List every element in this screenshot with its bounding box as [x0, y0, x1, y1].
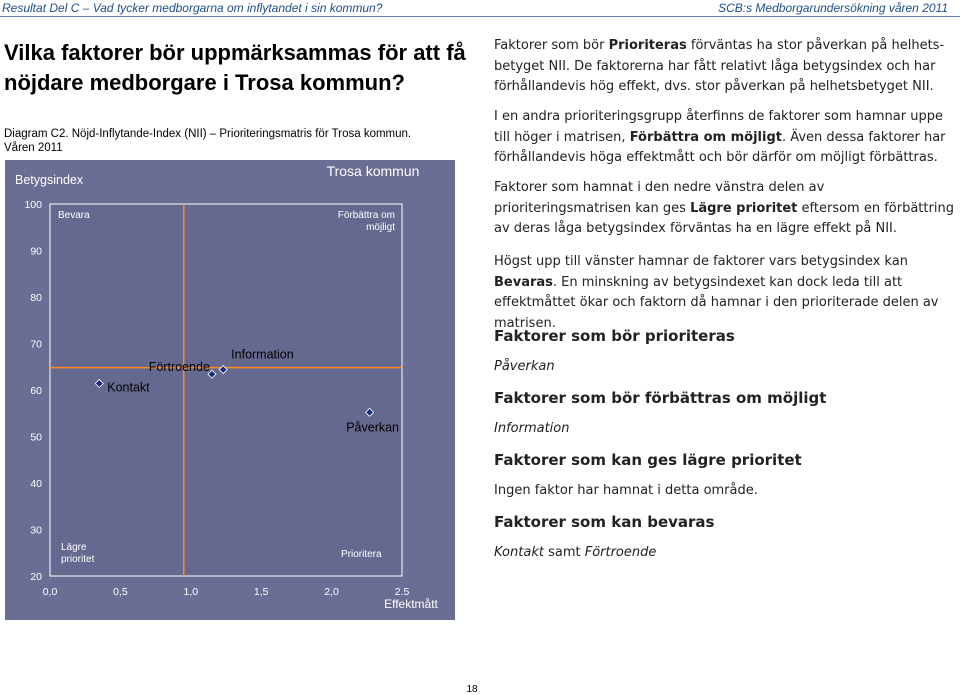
chart-title: Trosa kommun [326, 163, 420, 179]
x-tick-label: 0,5 [113, 586, 128, 598]
quadrant-top-right: Förbättra om möjligt [337, 210, 395, 233]
plot-area [50, 204, 402, 576]
value-lagre-prioritet: Ingen faktor har hamnat i detta område. [494, 483, 758, 498]
x-axis-title: Effektmått [384, 597, 438, 611]
quadrant-bottom-left: Lägre prioritet [61, 542, 95, 565]
y-tick-label: 70 [30, 338, 42, 351]
header-right: SCB:s Medborgarundersökning våren 2011 [718, 1, 948, 15]
data-point-label: Förtroende [148, 360, 210, 375]
caption-line-2: Våren 2011 [4, 142, 63, 154]
quadrant-top-left: Bevara [58, 210, 90, 221]
x-tick-label: 2.5 [394, 586, 410, 598]
y-tick-label: 100 [24, 199, 42, 211]
data-point-label: Påverkan [346, 420, 400, 435]
y-tick-label: 40 [30, 478, 42, 490]
value-bevaras: Kontakt samt Förtroende [494, 545, 657, 560]
paragraph-bevara: Högst upp till vänster hamnar de faktorer vars betygsindex kan Bevaras. En minskning av betygsindexet kan dock leda till att effektmåttet ökar och faktorn då hamnar i den prioriterade delen av matrisen. [494, 254, 939, 331]
y-tick-label: 60 [30, 385, 42, 397]
y-tick-label: 90 [30, 245, 42, 258]
chart-caption [4, 127, 474, 155]
paragraph-prioritera: Faktorer som bör Prioriteras förväntas ha stor påverkan på helhets- betyget NII. De faktorerna har fått relativt låga betygsindex och har förhållandevis hög effekt, dvs. stor påverkan på helhetsbetyget NII. [494, 38, 945, 94]
heading-bevaras: Faktorer som kan bevaras [494, 513, 715, 531]
page-header [0, 0, 960, 17]
paragraph-forbattra: I en andra prioriteringsgrupp återfinns de faktorer som hamnar uppe till höger i matrisen, Förbättra om möjligt. Även dessa faktorer har förhållandevis höga effektmått och bör därför om möjligt förbättras. [494, 109, 946, 165]
heading-prioriteras: Faktorer som bör prioriteras [494, 327, 735, 345]
x-tick-label: 1,5 [253, 586, 269, 598]
value-forbattras: Information [494, 421, 570, 436]
value-prioriteras: Påverkan [494, 359, 555, 374]
priority-matrix-chart [5, 160, 455, 620]
x-tick-label: 1,0 [183, 586, 199, 598]
quadrant-bottom-right: Prioritera [341, 549, 382, 560]
y-tick-label: 80 [30, 292, 42, 304]
page-number: 18 [466, 684, 478, 695]
data-point-label: Information [231, 347, 294, 362]
page-title: Vilka faktorer bör uppmärksammas för att få nöjdare medborgare i Trosa kommun? [4, 40, 466, 95]
y-tick-label: 30 [30, 524, 42, 537]
header-left: Resultat Del C – Vad tycker medborgarna om inflytandet i sin kommun? [2, 1, 383, 15]
y-axis-title: Betygsindex [15, 173, 84, 187]
x-tick-label: 0,0 [42, 586, 58, 598]
paragraph-lagre-prioritet: Faktorer som hamnat i den nedre vänstra delen av prioriteringsmatrisen kan ges Lägre prioritet eftersom en förbättring av deras låga betygsindex förväntas ha en lägre effekt på NII. [494, 180, 954, 236]
caption-line-1: Diagram C2. Nöjd-Inflytande-Index (NII) – Prioriteringsmatris för Trosa kommun. [4, 128, 412, 140]
data-point-label: Kontakt [107, 380, 150, 395]
y-tick-label: 50 [30, 431, 42, 444]
header-rule [0, 16, 960, 17]
heading-forbattras: Faktorer som bör förbättras om möjligt [494, 389, 827, 407]
y-tick-label: 20 [30, 571, 42, 583]
x-tick-label: 2,0 [324, 586, 339, 598]
heading-lagre-prioritet: Faktorer som kan ges lägre prioritet [494, 451, 802, 469]
